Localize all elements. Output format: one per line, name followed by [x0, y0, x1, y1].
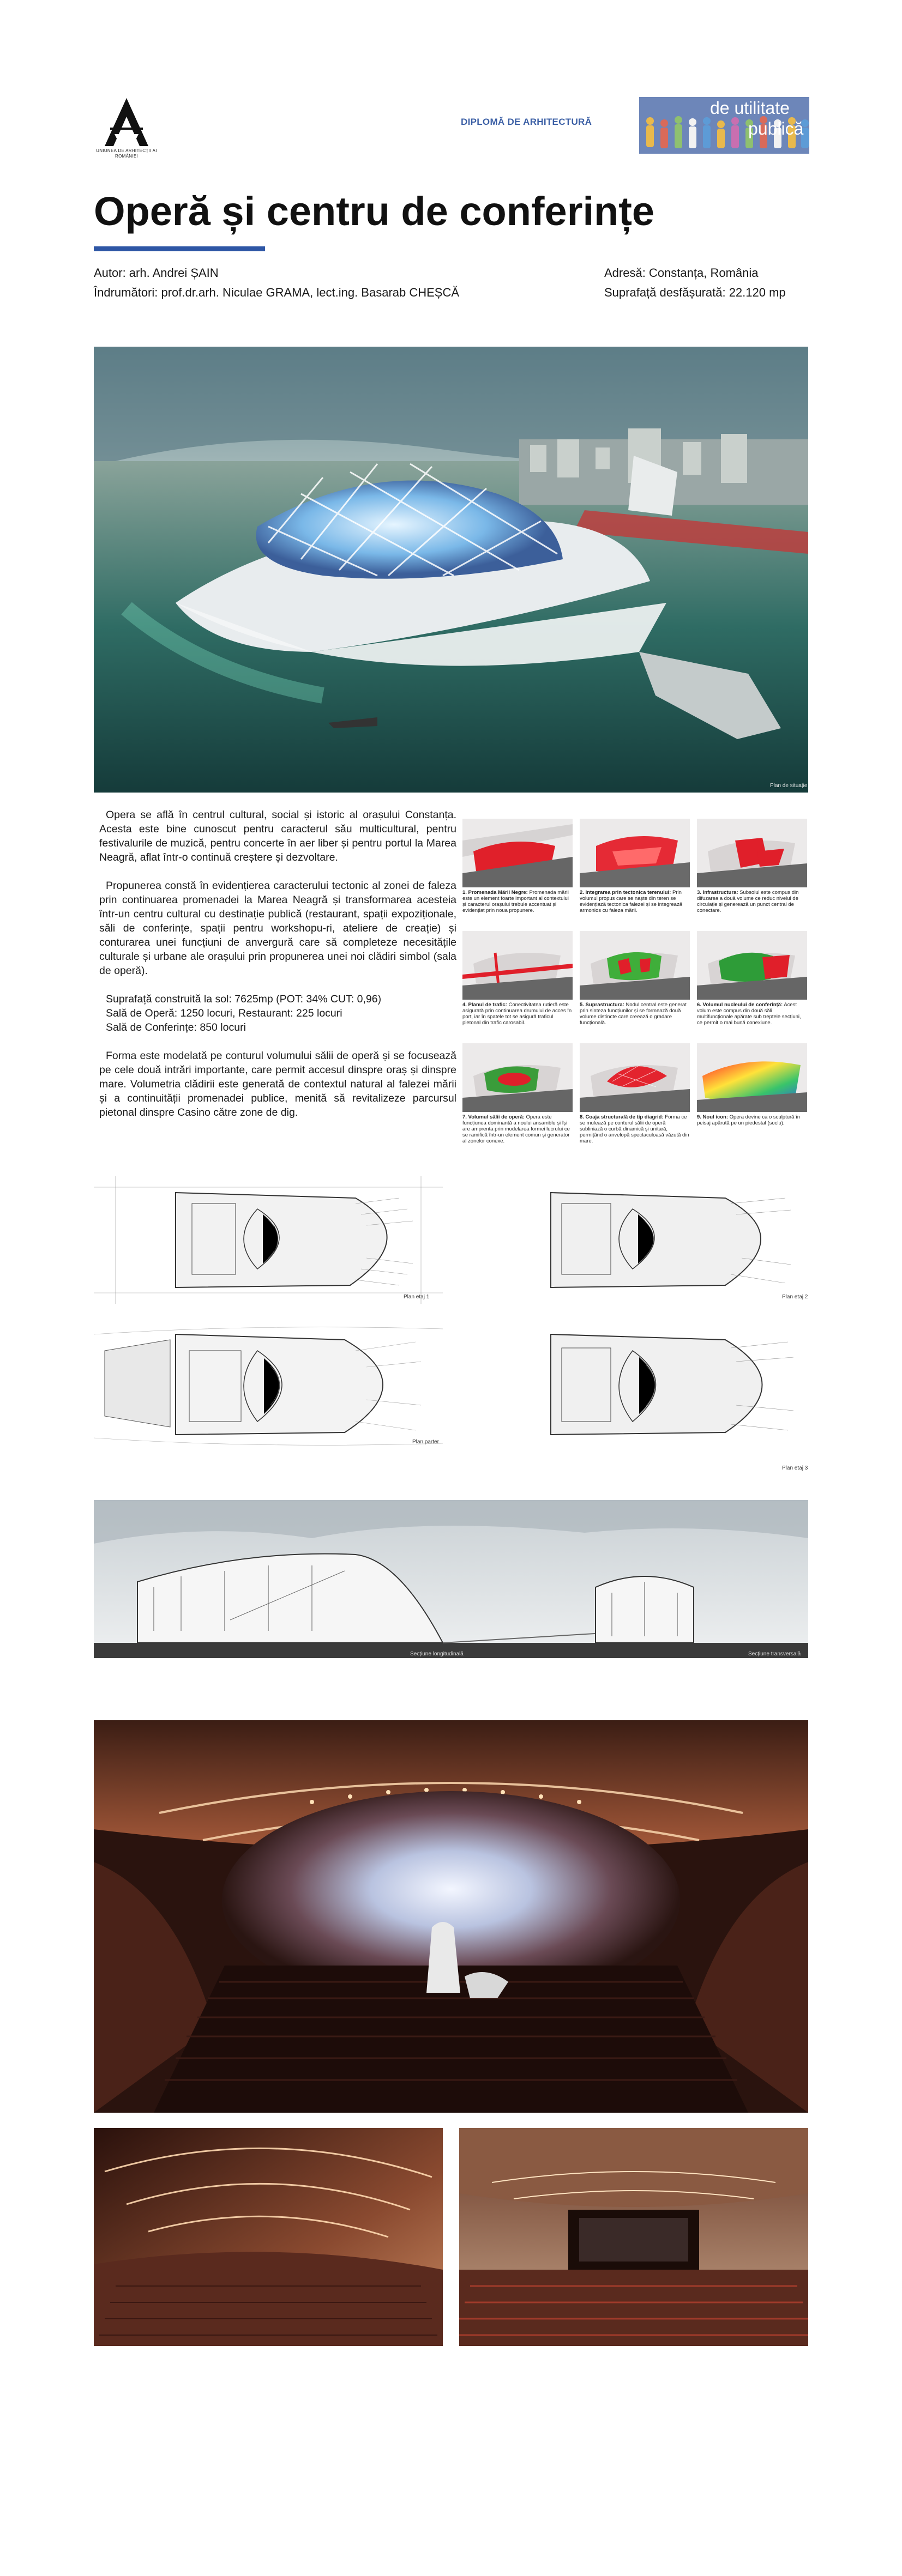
diagram-caption-title: 5. Suprastructura: [580, 1002, 624, 1008]
badge-line-2: publică [748, 119, 804, 138]
plan-etaj-3-label: Plan etaj 3 [782, 1465, 808, 1471]
diagram-image-4 [462, 931, 573, 1000]
diagram-caption-body: Prin volumul propus care se naște din teren se evidențiază tectonica falezei și se integrează armonios cu faleza mării. [580, 890, 683, 914]
hero-render-image [94, 347, 808, 793]
diagram-image-1 [462, 819, 573, 887]
plan-parter-label: Plan parter [412, 1439, 439, 1445]
diagram-image-8 [580, 1043, 690, 1112]
author-line: Autor: arh. Andrei ȘAIN [94, 266, 219, 280]
section-long-label: Secțiune longitudinală [410, 1651, 464, 1657]
plan-etaj-2-label: Plan etaj 2 [782, 1294, 808, 1300]
diagram-caption-5 [580, 1002, 690, 1026]
diagram-caption-title: 2. Integrarea prin tectonica terenului: [580, 890, 671, 896]
foyer-render-left [94, 2128, 443, 2346]
diagram-caption-6 [697, 1002, 807, 1026]
plan-etaj-1-label: Plan etaj 1 [404, 1294, 430, 1300]
plan-etaj-3-drawing [502, 1318, 808, 1451]
diagram-image-9 [697, 1043, 807, 1112]
paragraph-proposal: Propunerea constă în evidențierea caracterului tectonic al zonei de faleza prin continuarea promenadei la Marea Neagră și transformarea acesteia într-un centru cultural cu destinație publică (restaurant, spații expoziționale, săli de conferințe, spații pentru workshopu-ri, ateliere de creație) și conturarea unei funcțiuni de anvergură care să completeze necesitățile culturale și urbane ale orașului prin propunerea unei noi clădiri simbol (sala de operă). [99, 880, 456, 977]
diagram-caption-body: Subsolul este compus din difuzarea a două volume ce reduc nivelul de circulație și generează un punct central de conectare. [697, 890, 799, 914]
diagram-caption-4 [462, 1002, 573, 1026]
diagram-caption-body: Promenada mării este un element foarte important al contextului și caracterul orașului trebuie accentuat și evidențiat prin noua propunere. [462, 890, 569, 914]
stats-block [99, 992, 456, 1035]
hero-caption: Plan de situație [770, 783, 808, 789]
diagram-caption-8 [580, 1114, 690, 1144]
logo-caption: UNIUNEA DE ARHITECȚII AI ROMÂNIEI [96, 148, 157, 159]
section-trans-label: Secțiune transversală [748, 1651, 801, 1657]
diagram-image-2 [580, 819, 690, 887]
diagram-caption-1 [462, 890, 573, 914]
stat-line: Sală de Conferințe: 850 locuri [106, 1021, 246, 1033]
diagram-caption-9 [697, 1114, 807, 1126]
opera-hall-render [94, 1720, 808, 2113]
diagram-caption-body: Nodul central este generat prin sinteza funcțiunilor și se formează două volume distincte care creează o gradare funcțională. [580, 1002, 687, 1026]
paragraph-intro: Opera se află în centrul cultural, social și istoric al orașului Constanța. Acesta este bine cunoscut pentru caracterul său multicultural, pentru festivalurile de muzică, pentru concerte în aer liber și pentru portul la Marea Neagră, aflat într-o continuă creștere și dezvoltare. [99, 809, 456, 863]
diagram-caption-2 [580, 890, 690, 914]
diagram-caption-body: Opera este funcțiunea dominantă a noului ansamblu și își are amprenta prin modelarea formei lucrului ce se ramifică într-un element comun și generator al zonelor conexe. [462, 1114, 570, 1144]
diagram-image-5 [580, 931, 690, 1000]
hall-render-right [459, 2128, 808, 2346]
stat-line: Suprafață construită la sol: 7625mp (POT: 34% CUT: 0,96) [106, 993, 382, 1005]
coordinators-line: Îndrumători: prof.dr.arh. Niculae GRAMA, lect.ing. Basarab CHEȘCĂ [94, 286, 460, 299]
diagram-caption-title: 7. Volumul sălii de operă: [462, 1114, 525, 1120]
diagram-caption-title: 9. Noul icon: [697, 1114, 728, 1120]
diagram-caption-7 [462, 1114, 573, 1144]
diagram-caption-body: Conectivitatea rutieră este asigurată prin continuarea drumului de acces în port, iar în spatele tot se asigură traficul pietonal din trafic carosabil. [462, 1002, 572, 1026]
diagram-caption-3 [697, 890, 807, 914]
page-title: Operă și centru de conferințe [94, 189, 655, 234]
plan-parter-drawing [94, 1318, 443, 1451]
paragraph-form: Forma este modelată pe conturul volumului sălii de operă și se focusează pe cele două intrări importante, care permit accesul dinspre oraș și dinspre mare. Volumetria clădirii este generată de contextul natural al falezei mării și a continuității promenadei publice, menită să revitalizeze parcursul pietonal dinspre Casino către zone de dig. [99, 1050, 456, 1118]
stat-line: Sală de Operă: 1250 locuri, Restaurant: 225 locuri [106, 1007, 342, 1019]
diagram-image-6 [697, 931, 807, 1000]
diagram-caption-title: 4. Planul de trafic: [462, 1002, 507, 1008]
sections-drawing [94, 1500, 808, 1658]
diagram-caption-title: 3. Infrastructura: [697, 890, 738, 896]
diagram-image-3 [697, 819, 807, 887]
area-line: Suprafață desfășurată: 22.120 mp [604, 286, 786, 299]
description-text [99, 808, 456, 1134]
diagram-caption-body: Forma ce se mulează pe conturul sălii de operă subliniază o curbă dinamică și unitară, permițând o anvelopă spectaculoasă văzută din mare. [580, 1114, 689, 1144]
diagram-caption-title: 6. Volumul nucleului de conferință: [697, 1002, 783, 1008]
title-underline [94, 246, 265, 251]
diagram-caption-body: Acest volum este compus din două săli multifuncționale apărate sub treptele secțiuni, ce permit o mai bună conexiune. [697, 1002, 801, 1026]
plan-etaj-2-drawing [502, 1176, 808, 1304]
diagram-image-7 [462, 1043, 573, 1112]
diagram-caption-title: 8. Coaja structurală de tip diagrid: [580, 1114, 664, 1120]
address-line: Adresă: Constanța, România [604, 266, 759, 280]
diagram-caption-title: 1. Promenada Mării Negre: [462, 890, 528, 896]
utilitate-publica-badge [639, 97, 809, 154]
diagram-caption-body: Opera devine ca o sculptură în peisaj apărută pe un piedestal (soclu). [697, 1114, 801, 1126]
badge-line-1: de utilitate [710, 98, 790, 118]
plan-etaj-1-drawing [94, 1176, 443, 1304]
diploma-label: DIPLOMĂ DE ARHITECTURĂ [461, 117, 592, 127]
